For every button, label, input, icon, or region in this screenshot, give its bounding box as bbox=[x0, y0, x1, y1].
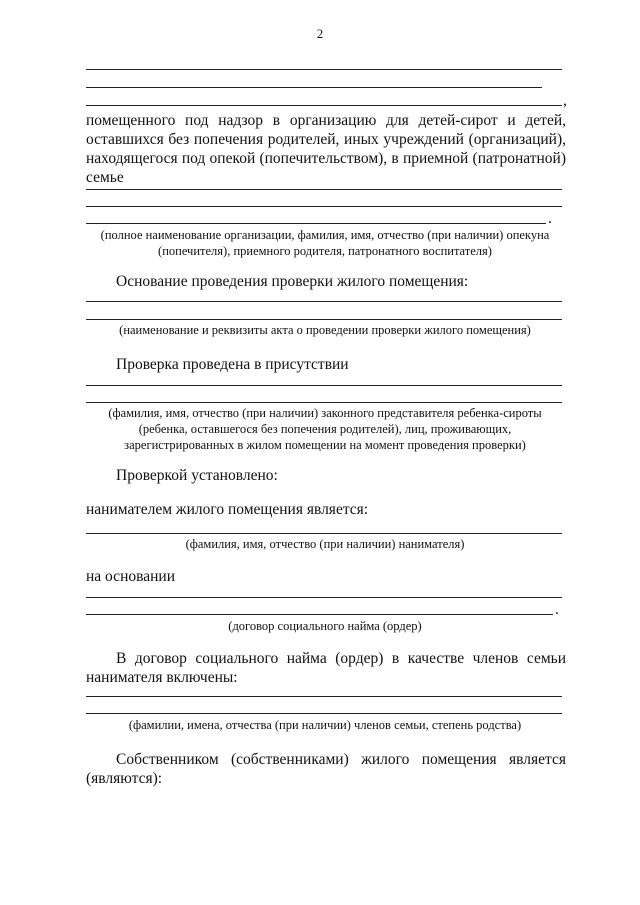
end-period: . bbox=[555, 601, 559, 618]
tenant-caption: (фамилия, имя, отчество (при наличии) нанимателя) bbox=[185, 537, 465, 551]
presence-caption: (фамилия, имя, отчество (при наличии) законного представителя ребенка-сироты bbox=[108, 406, 542, 420]
intro-line: семье bbox=[86, 169, 124, 186]
tenant-label: нанимателем жилого помещения является: bbox=[86, 501, 369, 518]
trailing-comma: , bbox=[563, 92, 567, 109]
fill-line bbox=[86, 301, 562, 302]
owner-line: (являются): bbox=[86, 770, 163, 787]
presence-caption: зарегистрированных в жилом помещении на момент проведения проверки) bbox=[124, 438, 526, 452]
fill-line bbox=[86, 614, 553, 615]
intro-line: оставшихся без попечения родителей, иных учреждений (организаций), bbox=[86, 131, 566, 148]
ground-label: на основании bbox=[86, 568, 175, 585]
end-period: . bbox=[548, 210, 552, 227]
presence-label: Проверка проведена в присутствии bbox=[116, 356, 349, 373]
fill-line bbox=[86, 597, 562, 598]
fill-line bbox=[86, 105, 562, 106]
members-caption: (фамилии, имена, отчества (при наличии) членов семьи, степень родства) bbox=[128, 718, 522, 732]
established-label: Проверкой установлено: bbox=[116, 467, 278, 484]
basis-caption: (наименование и реквизиты акта о проведении проверки жилого помещения) bbox=[119, 323, 531, 337]
members-line: В договор социального найма (ордер) в качестве членов семьи bbox=[116, 650, 566, 667]
ground-caption: (договор социального найма (ордер) bbox=[228, 619, 422, 633]
basis-label: Основание проведения проверки жилого помещения: bbox=[116, 273, 469, 290]
fill-line bbox=[86, 206, 562, 207]
fill-line bbox=[86, 385, 562, 386]
intro-line: помещенного под надзор в организацию для детей-сирот и детей, bbox=[86, 112, 566, 129]
fill-line bbox=[86, 533, 562, 534]
presence-caption: (ребенка, оставшегося без попечения родителей), лиц, проживающих, bbox=[138, 422, 512, 436]
fill-line bbox=[86, 713, 562, 714]
page-number: 2 bbox=[316, 26, 324, 41]
guardian-caption: (попечителя), приемного родителя, патронатного воспитателя) bbox=[158, 244, 492, 258]
fill-line bbox=[86, 223, 546, 224]
intro-line: находящегося под опекой (попечительством), в приемной (патронатной) bbox=[86, 150, 566, 167]
guardian-caption: (полное наименование организации, фамилия, имя, отчество (при наличии) опекуна bbox=[100, 228, 550, 242]
fill-line bbox=[86, 87, 542, 88]
owner-line: Собственником (собственниками) жилого помещения является bbox=[116, 751, 566, 768]
fill-line bbox=[86, 69, 562, 70]
fill-line bbox=[86, 189, 562, 190]
fill-line bbox=[86, 402, 562, 403]
fill-line bbox=[86, 319, 562, 320]
members-line: нанимателя включены: bbox=[86, 669, 238, 686]
fill-line bbox=[86, 696, 562, 697]
